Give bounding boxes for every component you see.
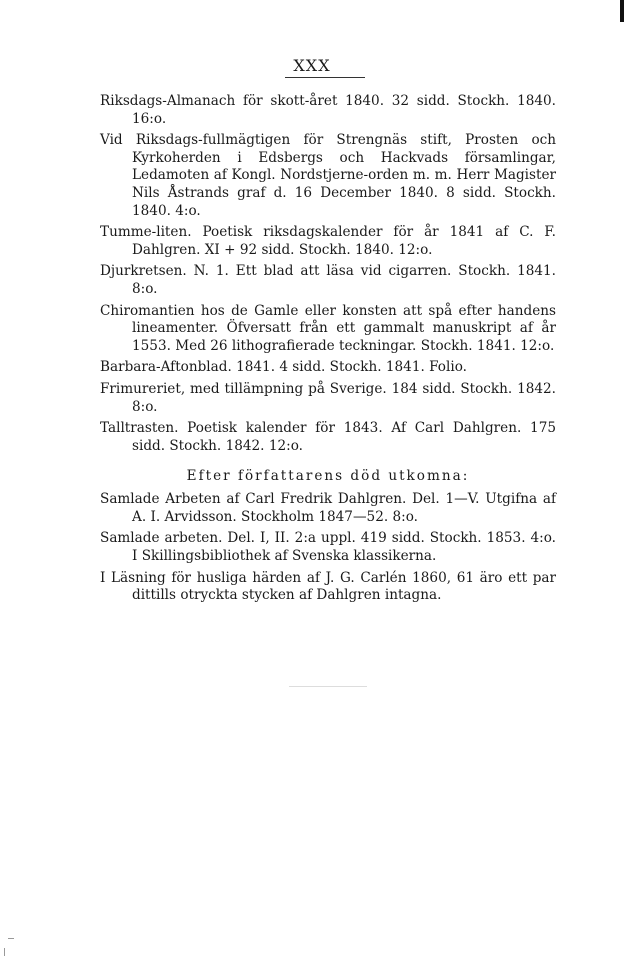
bibliography-entry: Talltrasten. Poetisk kalender för 1843. Af Carl Dahlgren. 175 sidd. Stockh. 1842. 12:o.: [100, 420, 556, 454]
header-rule: [285, 77, 365, 78]
bibliography-list: [100, 93, 556, 609]
bibliography-entry: Samlade arbeten. Del. I, II. 2:a uppl. 419 sidd. Stockh. 1853. 4:o. I Skillingsbibliothek af Svenska klassikerna.: [100, 530, 556, 565]
bibliography-entry: Riksdags-Almanach för skott-året 1840. 32 sidd. Stockh. 1840. 16:o.: [100, 93, 556, 127]
paper-speck: [4, 948, 5, 956]
page-edge-mark: [620, 0, 624, 22]
page-number: XXX: [293, 56, 331, 75]
paper-speck: [8, 938, 14, 939]
bibliography-entry: Vid Riksdags-fullmägtigen för Strengnäs stift, Prosten och Kyrkoherden i Edsbergs och Hackvads församlingar, Ledamoten af Kongl. Nordstjerne-orden m. m. Herr Magister Nils Åstrands graf d. 16 December 1840. 8 sidd. Stockh. 1840. 4:o.: [100, 132, 556, 219]
bibliography-entry: Frimureriet, med tillämpning på Sverige. 184 sidd. Stockh. 1842. 8:o.: [100, 380, 556, 415]
bibliography-entry: Samlade Arbeten af Carl Fredrik Dahlgren. Del. 1—V. Utgifna af A. I. Arvidsson. Stockholm 1847—52. 8:o.: [100, 491, 556, 525]
bibliography-entry: Chiromantien hos de Gamle eller konsten att spå efter handens lineamenter. Öfversatt från ett gammalt manuskript af år 1553. Med 26 lithografierade teckningar. Stockh. 1841. 12:o.: [100, 302, 556, 354]
bibliography-entry: Tumme-liten. Poetisk riksdagskalender för år 1841 af C. F. Dahlgren. XI + 92 sidd. Stockh. 1840. 12:o.: [100, 224, 556, 258]
bibliography-entry: Barbara-Aftonblad. 1841. 4 sidd. Stockh. 1841. Folio.: [100, 359, 467, 376]
bibliography-entry: Djurkretsen. N. 1. Ett blad att läsa vid cigarren. Stockh. 1841. 8:o.: [100, 263, 556, 297]
paper-speck: [289, 686, 367, 687]
bibliography-entry: I Läsning för husliga härden af J. G. Carlén 1860, 61 äro ett par dittills otryckta stycken af Dahlgren intagna.: [100, 569, 556, 604]
section-heading: Efter författarens död utkomna:: [186, 468, 470, 485]
